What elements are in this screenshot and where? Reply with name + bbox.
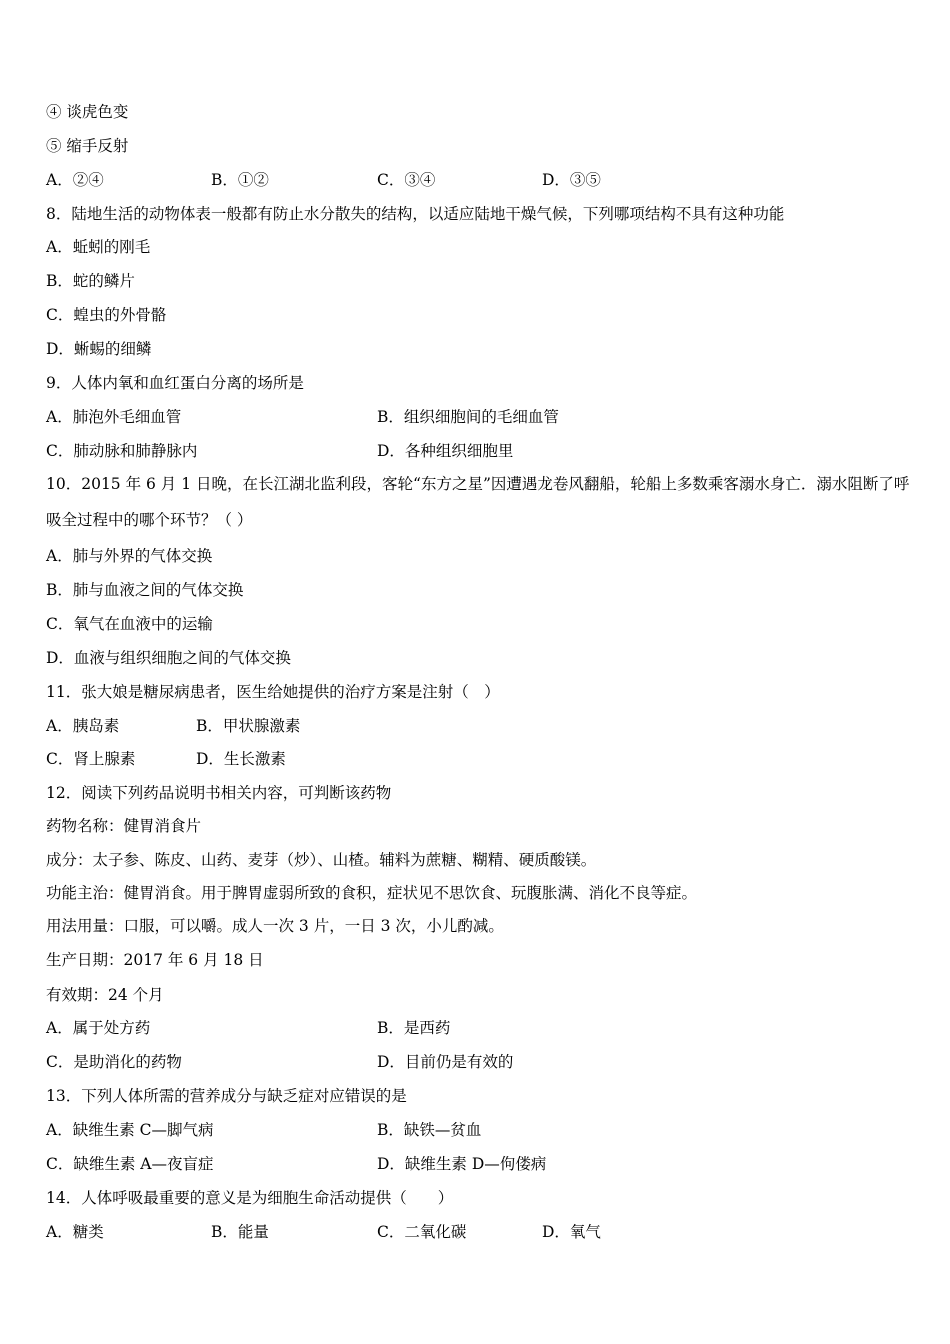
q8-option-d: D．蜥蜴的细鳞 [46, 340, 152, 358]
q14-option-b: B．能量 [211, 1223, 269, 1241]
q11-option-d: D．生长激素 [196, 750, 286, 768]
q14-option-a: A．糖类 [46, 1223, 104, 1241]
q14-option-d: D．氧气 [542, 1223, 601, 1241]
q7-option-a: A．②④ [46, 171, 104, 189]
q12-dosage: 用法用量：口服，可以嚼。成人一次 3 片，一日 3 次，小儿酌减。 [46, 917, 504, 935]
q13-option-a: A．缺维生素 C—脚气病 [46, 1121, 214, 1139]
q12-option-b: B．是西药 [377, 1019, 451, 1037]
q8-option-c: C．蝗虫的外骨骼 [46, 306, 167, 324]
q12-option-d: D．目前仍是有效的 [377, 1053, 514, 1071]
q7-item-4: ④ 谈虎色变 [46, 103, 129, 121]
q12-indications: 功能主治：健胃消食。用于脾胃虚弱所致的食积，症状见不思饮食、玩腹胀满、消化不良等症。 [46, 884, 698, 902]
q9-option-a: A．肺泡外毛细血管 [46, 408, 182, 426]
q7-item-5: ⑤ 缩手反射 [46, 137, 129, 155]
q11-stem: 11．张大娘是糖尿病患者，医生给她提供的治疗方案是注射（ ） [46, 683, 500, 701]
q7-option-d: D．③⑤ [542, 171, 601, 189]
q10-option-c: C．氧气在血液中的运输 [46, 615, 213, 633]
q10-stem: 10．2015 年 6 月 1 日晚，在长江湖北监利段，客轮“东方之星”因遭遇龙卷风翻船，轮船上多数乘客溺水身亡．溺水阻断了呼吸全过程中的哪个环节？（ ） [46, 475, 910, 529]
q12-option-c: C．是助消化的药物 [46, 1053, 182, 1071]
q11-option-b: B．甲状腺激素 [196, 717, 301, 735]
q9-stem: 9．人体内氧和血红蛋白分离的场所是 [46, 374, 304, 392]
q7-option-b: B．①② [211, 171, 269, 189]
q12-drug-name: 药物名称：健胃消食片 [46, 817, 202, 835]
q9-option-b: B．组织细胞间的毛细血管 [377, 408, 559, 426]
q13-option-d: D．缺维生素 D—佝偻病 [377, 1155, 547, 1173]
q13-option-c: C．缺维生素 A—夜盲症 [46, 1155, 214, 1173]
q9-option-c: C．肺动脉和肺静脉内 [46, 442, 198, 460]
q11-option-a: A．胰岛素 [46, 717, 120, 735]
q10-option-d: D．血液与组织细胞之间的气体交换 [46, 649, 291, 667]
q12-stem: 12．阅读下列药品说明书相关内容，可判断该药物 [46, 784, 392, 802]
q10-option-a: A．肺与外界的气体交换 [46, 547, 213, 565]
q13-option-b: B．缺铁—贫血 [377, 1121, 482, 1139]
q8-option-b: B．蛇的鳞片 [46, 272, 135, 290]
q10-option-b: B．肺与血液之间的气体交换 [46, 581, 244, 599]
q14-option-c: C．二氧化碳 [377, 1223, 467, 1241]
q12-ingredients: 成分：太子参、陈皮、山药、麦芽（炒）、山楂。辅料为蔗糖、糊精、硬质酸镁。 [46, 851, 597, 869]
q8-option-a: A．蚯蚓的刚毛 [46, 238, 151, 256]
q14-stem: 14．人体呼吸最重要的意义是为细胞生命活动提供（ ） [46, 1189, 454, 1207]
q12-expiry: 有效期：24 个月 [46, 986, 164, 1004]
q13-stem: 13．下列人体所需的营养成分与缺乏症对应错误的是 [46, 1087, 407, 1105]
q12-option-a: A．属于处方药 [46, 1019, 151, 1037]
q11-option-c: C．肾上腺素 [46, 750, 136, 768]
q12-production-date: 生产日期：2017 年 6 月 18 日 [46, 951, 264, 969]
q7-option-c: C．③④ [377, 171, 436, 189]
q9-option-d: D．各种组织细胞里 [377, 442, 514, 460]
q8-stem: 8．陆地生活的动物体表一般都有防止水分散失的结构，以适应陆地干燥气候，下列哪项结构不具有这种功能 [46, 205, 785, 223]
